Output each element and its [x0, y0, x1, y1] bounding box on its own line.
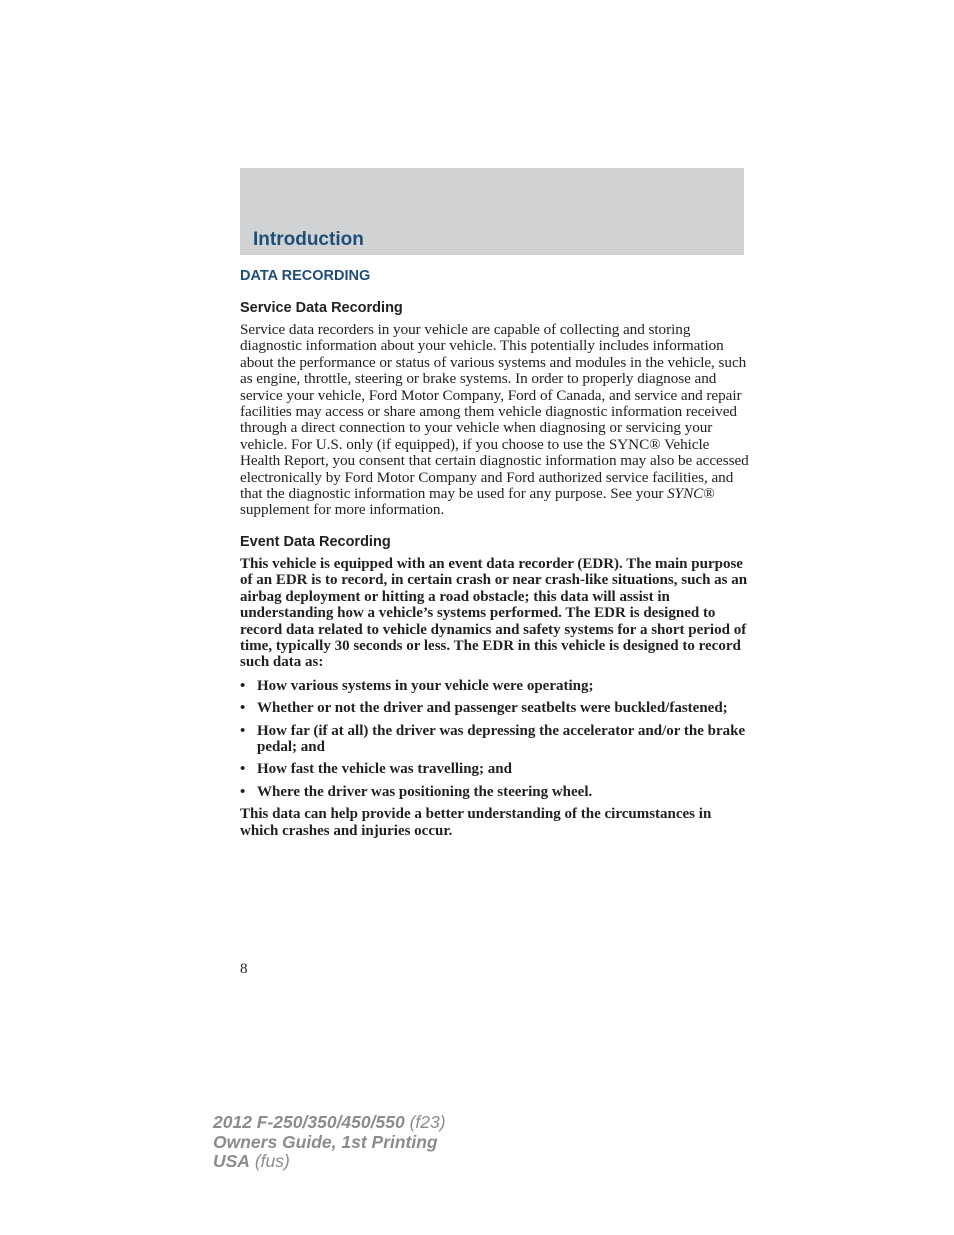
list-item — [240, 700, 750, 716]
event-data-heading: Event Data Recording — [240, 533, 391, 550]
document-footer — [213, 1113, 446, 1172]
bullet-icon: • — [240, 761, 246, 778]
footer-line-model — [213, 1113, 446, 1133]
list-item-text: How far (if at all) the driver was depressing the accelerator and/or the brake pedal; and — [257, 722, 746, 755]
list-item — [240, 678, 750, 694]
footer-model-code: (f23) — [409, 1112, 446, 1132]
list-item — [240, 761, 750, 777]
bullet-icon: • — [240, 677, 246, 694]
footer-line-market — [213, 1152, 446, 1172]
service-paragraph-end: ® supplement for more information. — [240, 485, 715, 519]
footer-market-code: (fus) — [254, 1151, 290, 1171]
footer-guide: Owners Guide, 1st Printing — [213, 1131, 438, 1152]
service-data-heading: Service Data Recording — [240, 300, 403, 316]
event-data-closing: This data can help provide a better understanding of the circumstances in which crashes and injuries occur. — [240, 806, 712, 839]
footer-model: 2012 F-250/350/450/550 — [213, 1112, 405, 1132]
page-content — [240, 266, 750, 846]
chapter-title: Introduction — [253, 229, 364, 250]
list-item-text: How fast the vehicle was travelling; and — [257, 761, 512, 778]
list-item — [240, 784, 750, 800]
service-data-paragraph — [240, 322, 750, 519]
bullet-icon: • — [240, 783, 246, 800]
bullet-icon: • — [240, 700, 246, 717]
list-item-text: Where the driver was positioning the steering wheel. — [257, 783, 593, 800]
footer-line-guide — [213, 1133, 446, 1153]
bullet-icon: • — [240, 722, 246, 739]
section-title: DATA RECORDING — [240, 268, 371, 284]
list-item — [240, 723, 750, 756]
footer-market: USA — [213, 1151, 250, 1171]
event-data-intro: This vehicle is equipped with an event data recorder (EDR). The main purpose of an EDR is to record, in certain crash or near crash-like situations, such as an airbag deployment or hitting a road obstacle; this data will assist in understanding how a vehicle’s systems performed. The EDR is designed to record data related to vehicle dynamics and safety systems for a short period of time, typically 30 seconds or less. The EDR in this vehicle is designed to record such data as: — [240, 555, 748, 671]
list-item-text: Whether or not the driver and passenger seatbelts were buckled/fastened; — [257, 700, 728, 717]
sync-italic: SYNC — [667, 485, 704, 503]
edr-data-list — [240, 678, 750, 800]
chapter-header-band — [240, 168, 744, 255]
page-number: 8 — [240, 961, 248, 977]
service-paragraph-text: Service data recorders in your vehicle are capable of collecting and storing diagnostic information about your vehicle. This potentially includes information about the performance or status of various systems and modules in the vehicle, such as engine, throttle, steering or brake systems. In order to properly diagnose and service your vehicle, Ford Motor Company, Ford of Canada, and service and repair facilities may access or share among them vehicle diagnostic information received through a direct connection to your vehicle when diagnosing or servicing your vehicle. For U.S. only (if equipped), if you choose to use the SYNC® Vehicle Health Report, you consent that certain diagnostic information may also be accessed electronically by Ford Motor Company and Ford authorized service facilities, and that the diagnostic information may be used for any purpose. See your — [240, 321, 749, 503]
list-item-text: How various systems in your vehicle were operating; — [257, 677, 594, 694]
